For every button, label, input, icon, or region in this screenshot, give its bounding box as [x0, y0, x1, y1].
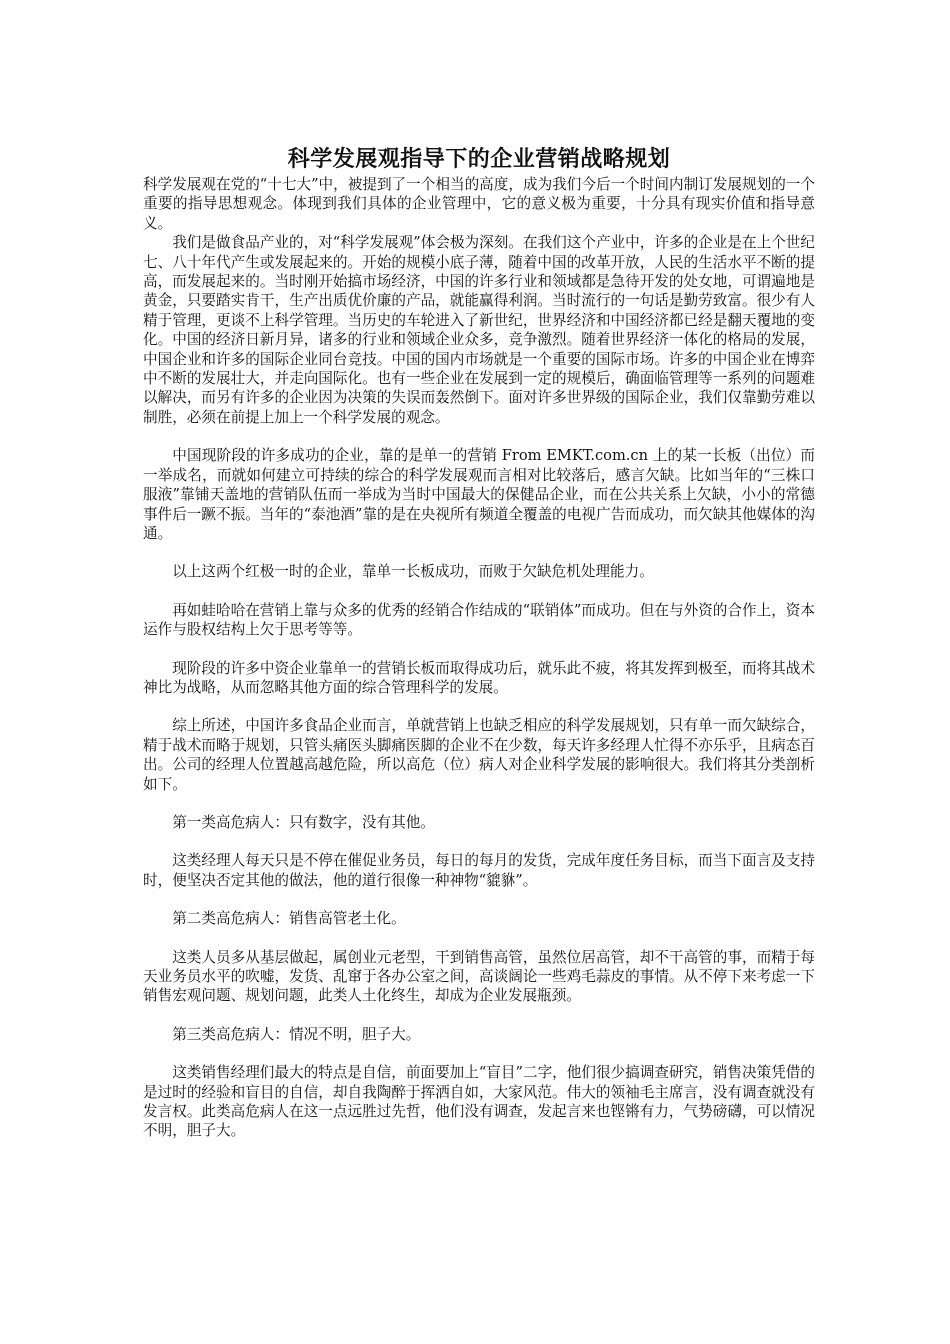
paragraph-gap [143, 543, 815, 562]
paragraph-gap [143, 794, 815, 813]
paragraph-two-companies: 以上这两个红极一时的企业，靠单一长板成功，而败于欠缺危机处理能力。 [172, 563, 654, 581]
paragraph-gap [143, 697, 815, 716]
paragraph-intro: 科学发展观在党的“十七大”中，被提到了一个相当的高度，成为我们今后一个时间内制订发展规划的一个重要的指导思想观念。体现到我们具体的企业管理中，它的意义极为重要，十分具有现实价值和指导意义。 [143, 176, 815, 232]
paragraph-type-three: 这类销售经理们最大的特点是自信，前面要加上“盲目”二字，他们很少搞调查研究，销售决策凭借的是过时的经验和盲目的自信，却自我陶醉于挥洒自如，大家风范。伟大的领袖毛主席言，没有调查就没有发言权。此类高危病人在这一点远胜过先哲，他们没有调查，发起言来也铿锵有力，气势磅礴，可以情况不明，胆子大。 [143, 1064, 815, 1140]
paragraph-chinese-firms: 现阶段的许多中资企业靠单一的营销长板而取得成功后，就乐此不疲，将其发挥到极至，而将其战术神比为战略，从而忽略其他方面的综合管理科学的发展。 [143, 659, 815, 696]
paragraph-type-one: 这类经理人每天只是不停在催促业务员，每日的每月的发货，完成年度任务目标，而当下面言及支持时，便坚决否定其他的做法，他的道行很像一种神物“貔貅”。 [143, 852, 815, 889]
paragraph-gap [143, 1006, 815, 1025]
section-heading-type-three: 第三类高危病人：情况不明，胆子大。 [172, 1025, 421, 1043]
paragraph-gap [143, 1044, 815, 1063]
section-heading-type-two: 第二类高危病人：销售高管老土化。 [172, 910, 406, 928]
document-page [143, 145, 815, 1141]
paragraph-gap [143, 640, 815, 659]
paragraph-gap [143, 427, 815, 446]
paragraph-food-industry: 我们是做食品产业的，对“科学发展观”体会极为深刻。在我们这个产业中，许多的企业是在上个世纪七、八十年代产生或发展起来的。开始的规模小底子薄，随着中国的改革开放，人民的生活水平不断的提高，而发展起来的。当时刚开始搞市场经济，中国的许多行业和领域都是急待开发的处女地，可谓遍地是黄金，只要踏实肯干，生产出质优价廉的产品，就能赢得利润。当时流行的一句话是勤劳致富。很少有人精于管理，更谈不上科学管理。当历史的车轮进入了新世纪，世界经济和中国经济都已经是翻天覆地的变化。中国的经济日新月异，诸多的行业和领域企业众多，竞争激烈。随着世界经济一体化的格局的发展，中国企业和许多的国际企业同台竞技。中国的国内市场就是一个重要的国际市场。许多的中国企业在博弈中不断的发展壮大，并走向国际化。也有一些企业在发展到一定的规模后，确面临管理等一系列的问题难以解决，而另有许多的企业因为决策的失误而轰然倒下。面对许多世界级的国际企业，我们仅靠勤劳难以制胜，必须在前提上加上一个科学发展的观念。 [143, 234, 815, 426]
paragraph-gap [143, 832, 815, 851]
paragraph-summary: 综上所述，中国许多食品企业而言，单就营销上也缺乏相应的科学发展规划，只有单一而欠缺综合，精于战术而略于规划，只管头痛医头脚痛医脚的企业不在少数，每天许多经理人忙得不亦乐乎，且病态百出。公司的经理人位置越高越危险，所以高危（位）病人对企业科学发展的影响很大。我们将其分类剖析如下。 [143, 717, 815, 793]
section-heading-type-one: 第一类高危病人：只有数字，没有其他。 [172, 813, 435, 831]
paragraph-wahaha: 再如蛙哈哈在营销上靠与众多的优秀的经销合作结成的“联销体”而成功。但在与外资的合作上，资本运作与股权结构上欠于思考等等。 [143, 601, 815, 639]
paragraph-single-longboard: 中国现阶段的许多成功的企业，靠的是单一的营销 From EMKT.com.cn 上的某一长板（出位）而一举成名，而就如何建立可持续的综合的科学发展观而言相对比较落后，感言欠缺。比如当年的“三株口服液”靠铺天盖地的营销队伍而一举成为当时中国最大的保健品企业，而在公共关系上欠缺，小小的常德事件后一蹶不振。当年的“泰池酒”靠的是在央视所有频道全覆盖的电视广告而成功，而欠缺其他媒体的沟通。 [143, 447, 815, 542]
paragraph-type-two: 这类人员多从基层做起，属创业元老型，干到销售高管，虽然位居高管，却不干高管的事，而精于每天业务员水平的吹嘘，发货、乱窜于各办公室之间，高谈阔论一些鸡毛蒜皮的事情。从不停下来考虑一下销售宏观问题、规划问题，此类人土化终生，却成为企业发展瓶颈。 [143, 948, 815, 1005]
paragraph-gap [143, 929, 815, 948]
paragraph-gap [143, 890, 815, 909]
paragraph-gap [143, 582, 815, 601]
document-title: 科学发展观指导下的企业营销战略规划 [287, 147, 671, 172]
